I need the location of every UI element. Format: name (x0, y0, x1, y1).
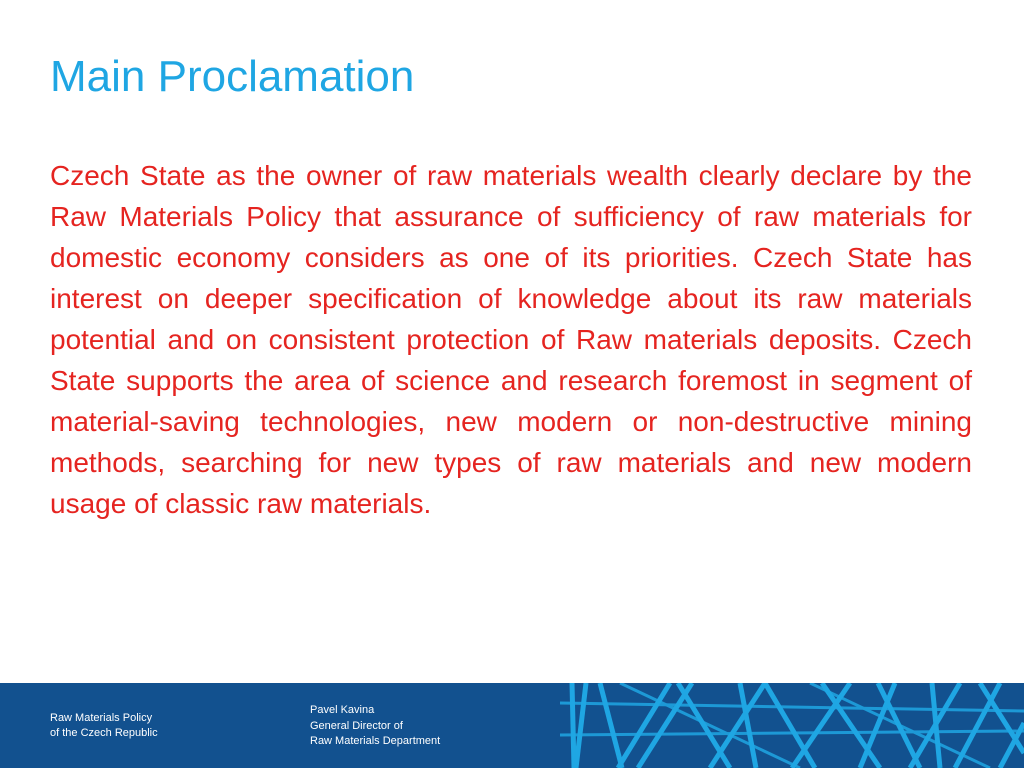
footer-policy-line1: Raw Materials Policy (50, 712, 153, 724)
footer-bar (0, 683, 1024, 768)
blue-line-emblem-icon (560, 683, 1024, 768)
footer-author-name: Pavel Kavina (310, 704, 375, 716)
footer-author-block (310, 703, 440, 750)
footer-author-department: Raw Materials Department (310, 735, 441, 747)
footer-author-title: General Director of (310, 719, 403, 732)
footer-policy-label (50, 711, 158, 741)
slide-body-text: Czech State as the owner of raw materials wealth clearly declare by the Raw Materials Policy that assurance of sufficiency of raw materials for domestic economy considers as one of its priorities. Czech State has interest on deeper specification of knowledge about its raw materials potential and on consistent protection of Raw materials deposits. Czech State supports the area of science and research foremost in segment of material-saving technologies, new modern or non-destructive mining methods, searching for new types of raw materials and new modern usage of classic raw materials. (50, 160, 972, 519)
footer-policy-line2: of the Czech Republic (50, 727, 158, 739)
slide-title: Main Proclamation (50, 52, 415, 101)
